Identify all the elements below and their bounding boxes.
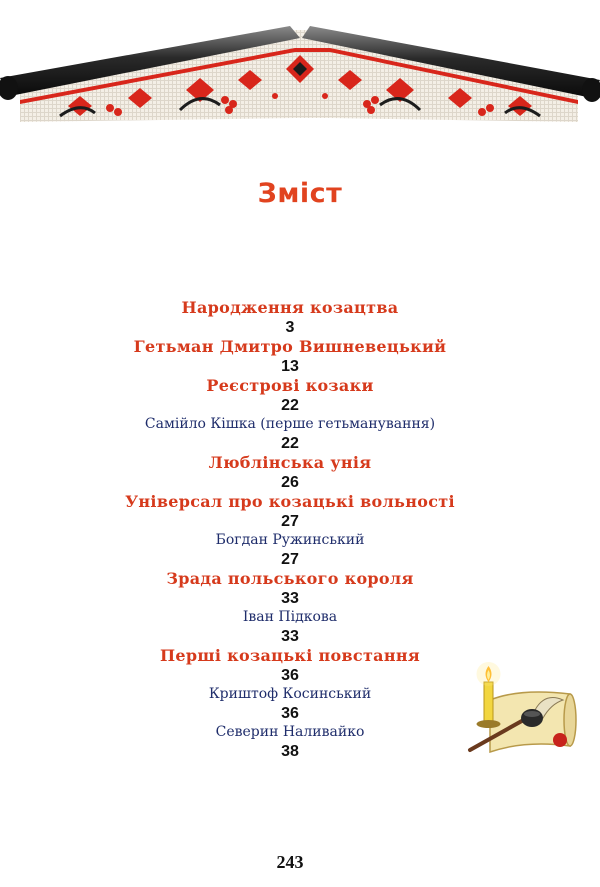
toc-subentry-title: Северин Наливайко [215, 724, 365, 740]
toc-entry-title: Зрада польського короля [166, 569, 414, 588]
toc-entry-page: 36 [281, 705, 299, 722]
toc-entry-page: 27 [281, 551, 299, 568]
candle-scroll-illustration [450, 660, 590, 760]
toc-subentry-title: Самійло Кішка (перше гетьманування) [144, 416, 436, 432]
toc-subentry-title: Богдан Ружинський [215, 532, 365, 548]
toc-entry-page: 36 [281, 667, 299, 684]
toc-entry-page: 3 [285, 319, 295, 336]
toc-entry-page: 13 [281, 358, 299, 375]
toc-entry-title: Реєстрові козаки [206, 376, 374, 395]
toc-entry-page: 22 [281, 435, 299, 452]
page-number: 243 [276, 852, 304, 872]
toc-entry-title: Народження козацтва [181, 298, 399, 317]
toc-entry-title: Гетьман Дмитро Вишневецький [133, 337, 447, 356]
toc-entry-page: 33 [281, 590, 299, 607]
toc-subentry-title: Криштоф Косинський [208, 686, 372, 702]
toc-subentry[interactable] [0, 531, 580, 569]
toc-subentry[interactable] [0, 608, 580, 646]
toc-entry[interactable] [0, 337, 580, 376]
embroidered-towel-banner [0, 0, 600, 130]
toc-entry-page: 22 [281, 397, 299, 414]
toc-subentry-title: Іван Підкова [242, 609, 338, 625]
toc-entry[interactable] [0, 376, 580, 415]
toc-entry-page: 27 [281, 513, 299, 530]
toc-entry-title: Люблінська унія [208, 453, 372, 472]
toc-subentry[interactable] [0, 415, 580, 453]
toc-entry-title: Перші козацькі повстання [160, 646, 420, 665]
toc-entry[interactable] [0, 298, 580, 337]
toc-entry-title: Універсал про козацькі вольності [125, 492, 455, 511]
toc-entry-page: 33 [281, 628, 299, 645]
toc-entry-page: 26 [281, 474, 299, 491]
toc-entry[interactable] [0, 492, 580, 531]
toc-entry[interactable] [0, 569, 580, 608]
page-title: Зміст [257, 178, 343, 209]
toc-entry-page: 38 [281, 743, 299, 760]
toc-entry[interactable] [0, 453, 580, 492]
